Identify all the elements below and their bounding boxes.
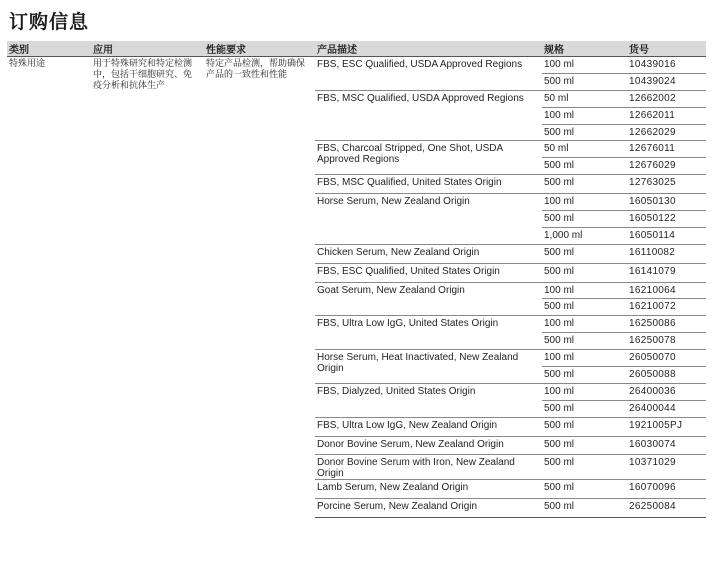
header-catalog-number: 货号 [627, 41, 706, 57]
header-category: 类别 [7, 41, 91, 57]
product-description: Goat Serum, New Zealand Origin [315, 282, 542, 316]
catalog-number: 16141079 [627, 263, 706, 282]
product-size: 500 ml [542, 211, 627, 228]
product-size: 100 ml [542, 107, 627, 124]
product-size: 500 ml [542, 367, 627, 384]
product-description: Lamb Serum, New Zealand Origin [315, 480, 542, 499]
page-title: 订购信息 [9, 11, 90, 33]
catalog-number: 10439024 [627, 73, 706, 90]
product-size: 500 ml [542, 499, 627, 518]
catalog-number: 16050130 [627, 194, 706, 211]
catalog-number: 16250078 [627, 333, 706, 350]
catalog-number: 26400044 [627, 400, 706, 417]
product-description: FBS, Dialyzed, United States Origin [315, 383, 542, 417]
catalog-number: 16070096 [627, 480, 706, 499]
header-size: 规格 [542, 41, 627, 57]
product-description: Chicken Serum, New Zealand Origin [315, 244, 542, 263]
product-description: FBS, Ultra Low IgG, United States Origin [315, 316, 542, 350]
catalog-number: 16210072 [627, 299, 706, 316]
catalog-number: 16050114 [627, 227, 706, 244]
header-performance: 性能要求 [204, 41, 315, 57]
product-size: 100 ml [542, 316, 627, 333]
catalog-number: 16050122 [627, 211, 706, 228]
product-size: 500 ml [542, 436, 627, 455]
product-size: 1,000 ml [542, 227, 627, 244]
catalog-number: 26050088 [627, 367, 706, 384]
catalog-number: 10371029 [627, 455, 706, 480]
product-size: 100 ml [544, 59, 575, 70]
catalog-number: 16250086 [627, 316, 706, 333]
catalog-number: 12662002 [627, 90, 706, 107]
product-size: 500 ml [542, 73, 627, 90]
product-description: FBS, Ultra Low IgG, New Zealand Origin [315, 417, 542, 436]
catalog-number: 10439016 [629, 59, 676, 70]
product-size: 500 ml [542, 299, 627, 316]
product-size: 500 ml [542, 400, 627, 417]
product-size: 100 ml [542, 383, 627, 400]
catalog-number: 1921005PJ [627, 417, 706, 436]
table-body [7, 57, 706, 518]
table-header-row [7, 41, 706, 57]
catalog-number: 12676029 [627, 158, 706, 175]
product-size: 500 ml [542, 417, 627, 436]
product-size: 100 ml [542, 194, 627, 211]
catalog-number: 12662029 [627, 124, 706, 141]
product-size: 500 ml [542, 333, 627, 350]
catalog-number: 12763025 [627, 175, 706, 194]
product-size: 100 ml [542, 282, 627, 299]
product-description: Porcine Serum, New Zealand Origin [315, 499, 542, 518]
catalog-number: 16110082 [627, 244, 706, 263]
product-description: FBS, Charcoal Stripped, One Shot, USDA Approved Regions [315, 141, 542, 175]
product-description: FBS, ESC Qualified, USDA Approved Regions [317, 59, 523, 70]
header-description: 产品描述 [315, 41, 542, 57]
catalog-number: 16210064 [627, 282, 706, 299]
application-cell: 用于特殊研究和特定检测中，包括干细胞研究、免疫分析和抗体生产 [93, 59, 193, 91]
product-description: FBS, MSC Qualified, USDA Approved Regions [315, 90, 542, 141]
ordering-table [7, 41, 706, 518]
category-cell: 特殊用途 [9, 59, 46, 69]
product-size: 500 ml [542, 263, 627, 282]
catalog-number: 16030074 [627, 436, 706, 455]
product-description: FBS, MSC Qualified, United States Origin [315, 175, 542, 194]
product-description: Horse Serum, Heat Inactivated, New Zealand Origin [315, 350, 542, 384]
product-size: 50 ml [542, 90, 627, 107]
product-size: 500 ml [542, 158, 627, 175]
catalog-number: 26250084 [627, 499, 706, 518]
product-description: Horse Serum, New Zealand Origin [315, 194, 542, 245]
catalog-number: 12676011 [627, 141, 706, 158]
table-row [7, 57, 706, 74]
catalog-number: 26400036 [627, 383, 706, 400]
product-size: 100 ml [542, 350, 627, 367]
product-description: Donor Bovine Serum, New Zealand Origin [315, 436, 542, 455]
product-size: 500 ml [542, 455, 627, 480]
product-size: 500 ml [542, 124, 627, 141]
catalog-number: 12662011 [627, 107, 706, 124]
product-size: 500 ml [542, 244, 627, 263]
product-size: 500 ml [542, 175, 627, 194]
product-description: Donor Bovine Serum with Iron, New Zealand Origin [315, 455, 542, 480]
product-size: 500 ml [542, 480, 627, 499]
catalog-number: 26050070 [627, 350, 706, 367]
product-size: 50 ml [542, 141, 627, 158]
product-description: FBS, ESC Qualified, United States Origin [315, 263, 542, 282]
header-application: 应用 [91, 41, 204, 57]
performance-cell: 特定产品检测，帮助确保产品的一致性和性能 [206, 59, 306, 80]
